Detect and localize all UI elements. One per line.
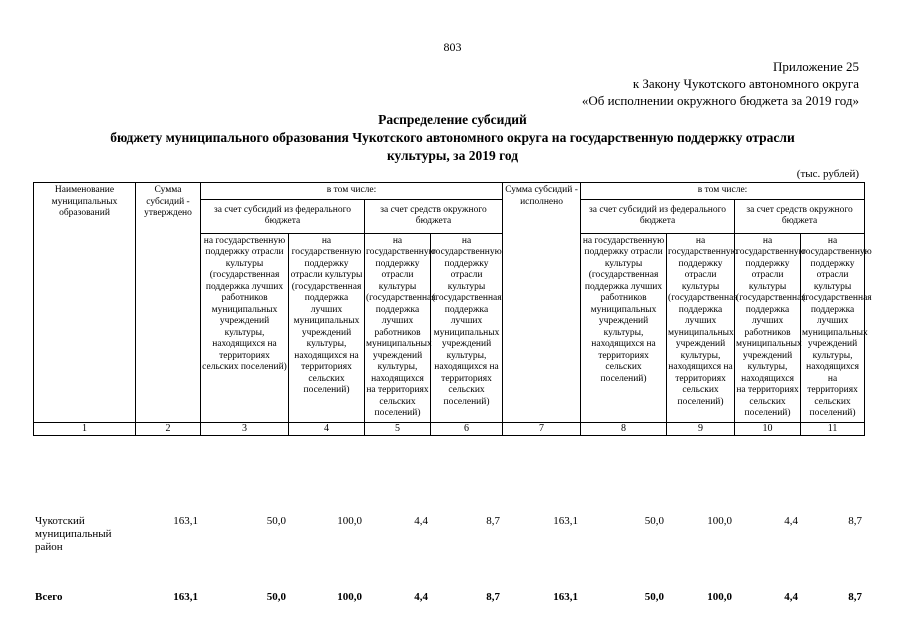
table-row-total [33, 556, 864, 606]
row-value: 8,7 [848, 515, 862, 527]
header-col-10: на государственную поддержку отрасли культуры (государственная поддержка лучших работников муниципальных учреждений культуры, находящихся на территориях сельских поселений) [735, 233, 801, 422]
row-value: 163,1 [553, 515, 578, 527]
column-number: 10 [735, 422, 801, 435]
row-value: 163,1 [173, 515, 198, 527]
row-value: 4,4 [414, 515, 428, 527]
total-value: 50,0 [644, 591, 664, 603]
row-value: 8,7 [486, 515, 500, 527]
appendix-block [582, 58, 859, 109]
header-col-4: на государственную поддержку отрасли культуры (государственная поддержка лучших муниципальных учреждений культуры, находящихся на территориях сельских поселений) [289, 233, 365, 422]
row-value: 50,0 [266, 515, 286, 527]
total-value: 163,1 [173, 591, 198, 603]
header-including-right: в том числе: [581, 183, 865, 200]
header-col-3: на государственную поддержку отрасли культуры (государственная поддержка лучших работников муниципальных учреждений культуры, находящихся на территориях сельских поселений) [201, 233, 289, 422]
total-value: 4,4 [784, 591, 798, 603]
total-value: 100,0 [337, 591, 362, 603]
header-district-right: за счет средств окружного бюджета [735, 199, 865, 233]
row-value: 50,0 [644, 515, 664, 527]
row-value: 4,4 [784, 515, 798, 527]
title-line-3: культуры, за 2019 год [386, 148, 519, 163]
column-number: 3 [201, 422, 289, 435]
page-number: 803 [443, 40, 462, 54]
column-number: 11 [801, 422, 865, 435]
row-value: 100,0 [337, 515, 362, 527]
column-number: 8 [581, 422, 667, 435]
header-col-9: на государственную поддержку отрасли культуры (государственная поддержка лучших муниципальных учреждений культуры, находящихся на территориях сельских поселений) [667, 233, 735, 422]
header-col-11: на государственную поддержку отрасли культуры (государственная поддержка лучших муниципальных учреждений культуры, находящихся на территориях сельских поселений) [801, 233, 865, 422]
header-federal-left: за счет субсидий из федерального бюджета [201, 199, 365, 233]
table-row [33, 512, 864, 556]
header-col-8: на государственную поддержку отрасли культуры (государственная поддержка лучших работников муниципальных учреждений культуры, находящихся на территориях сельских поселений) [581, 233, 667, 422]
document-title [36, 111, 869, 165]
column-number: 6 [431, 422, 503, 435]
appendix-line-2: к Закону Чукотского автономного округа [632, 76, 859, 91]
total-value: 163,1 [553, 591, 578, 603]
appendix-line-1: Приложение 25 [772, 59, 859, 74]
column-number: 9 [667, 422, 735, 435]
header-district-left: за счет средств окружного бюджета [365, 199, 503, 233]
total-value: 4,4 [414, 591, 428, 603]
header-federal-right: за счет субсидий из федерального бюджета [581, 199, 735, 233]
total-value: 100,0 [707, 591, 732, 603]
header-approved: Сумма субсидий - утверждено [136, 183, 201, 423]
header-col-5: на государственную поддержку отрасли культуры (государственная поддержка лучших работников муниципальных учреждений культуры, находящихся на территориях сельских поселений) [365, 233, 431, 422]
column-number: 7 [503, 422, 581, 435]
header-executed: Сумма субсидий - исполнено [503, 183, 581, 423]
row-name: Чукотский муниципальный район [35, 515, 112, 553]
total-label: Всего [35, 591, 63, 603]
column-number: 5 [365, 422, 431, 435]
appendix-line-3: «Об исполнении окружного бюджета за 2019 год» [581, 93, 859, 108]
header-col-6: на государственную поддержку отрасли культуры (государственная поддержка лучших муниципальных учреждений культуры, находящихся на территориях сельских поселений) [431, 233, 503, 422]
subsidy-table-body [33, 512, 864, 606]
subsidy-table-header [33, 182, 872, 436]
header-name: Наименование муниципальных образований [34, 183, 136, 423]
total-value: 50,0 [266, 591, 286, 603]
title-line-2: бюджету муниципального образования Чукотского автономного округа на государственную поддержку отрасли [110, 130, 795, 145]
total-value: 8,7 [486, 591, 500, 603]
title-line-1: Распределение субсидий [378, 112, 527, 127]
total-value: 8,7 [848, 591, 862, 603]
column-number: 2 [136, 422, 201, 435]
row-value: 100,0 [707, 515, 732, 527]
column-number: 4 [289, 422, 365, 435]
units-label: (тыс. рублей) [796, 168, 859, 180]
column-number: 1 [34, 422, 136, 435]
header-including-left: в том числе: [201, 183, 503, 200]
